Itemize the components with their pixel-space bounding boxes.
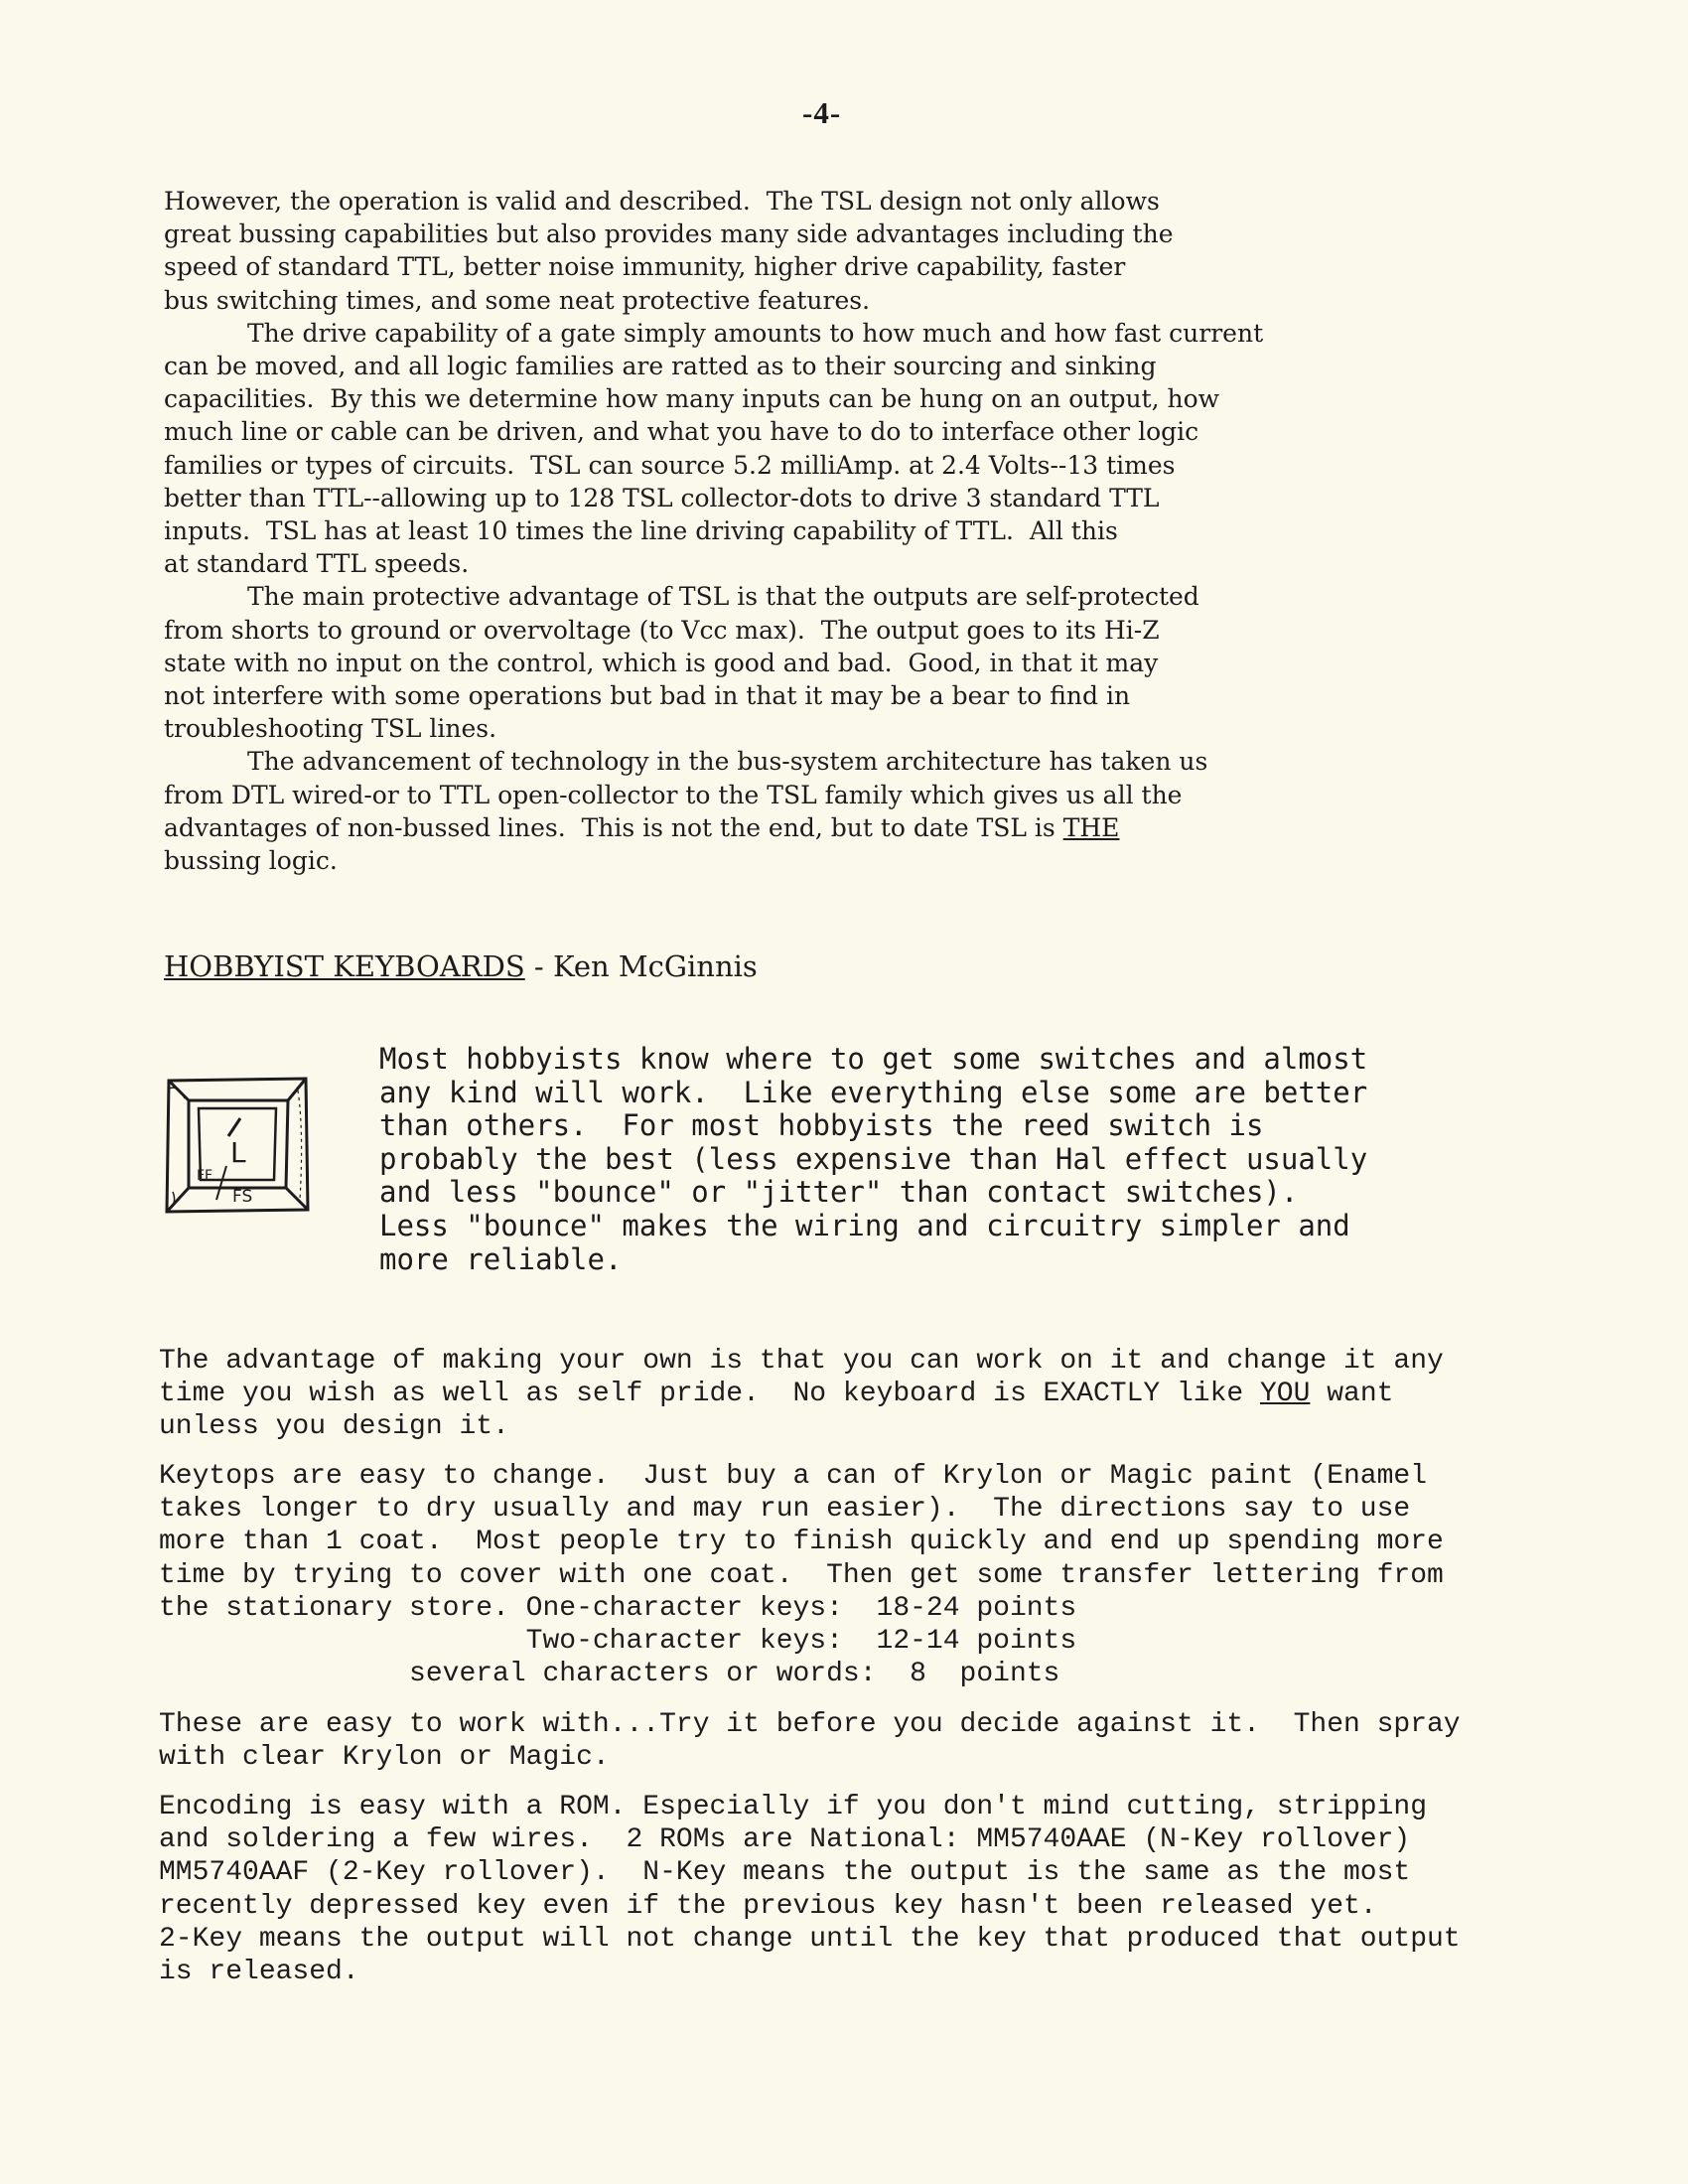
text-line: inputs. TSL has at least 10 times the line driving capability of TTL. All this <box>164 516 1118 546</box>
text-line: can be moved, and all logic families are ratted as to their sourcing and sinking <box>164 352 1157 380</box>
text-line: time by trying to cover with one coat. Then get some transfer lettering from <box>159 1559 1444 1591</box>
text-line: However, the operation is valid and described. The TSL design not only allows <box>164 187 1160 216</box>
keycap-sketch-icon <box>159 1071 318 1220</box>
text-line: families or types of circuits. TSL can source 5.2 milliAmp. at 2.4 Volts--13 times <box>164 450 1176 480</box>
text-line: much line or cable can be driven, and what you have to do to interface other logic <box>164 417 1199 447</box>
text-line: bussing logic. <box>164 846 338 875</box>
tsl-paragraph-2 <box>164 317 1554 581</box>
text-line: is released. <box>159 1957 359 1988</box>
text-line: Two-character keys: 12-14 points <box>159 1626 1077 1658</box>
text-line: MM5740AAF (2-Key rollover). N-Key means the output is the same as the most <box>159 1857 1411 1889</box>
advantage-paragraph <box>159 1345 1589 1444</box>
text-line: troubleshooting TSL lines. <box>164 714 497 744</box>
text-line: capacilities. By this we determine how many inputs can be hung on an output, how <box>164 384 1220 414</box>
text-line: 2-Key means the output will not change until the key that produced that output <box>159 1923 1461 1955</box>
text-line: The advantage of making your own is that you can work on it and change it any <box>159 1346 1444 1377</box>
text-line: and less "bounce" or "jitter" than contact switches). <box>379 1175 1299 1210</box>
tsl-paragraph-1 <box>164 185 1554 317</box>
text-line: not interfere with some operations but bad in that it may be a bear to find in <box>164 681 1131 710</box>
text-line: The drive capability of a gate simply amounts to how much and how fast current <box>247 318 1264 348</box>
text-line: bus switching times, and some neat protective features. <box>164 285 871 315</box>
text-line: Keytops are easy to change. Just buy a can of Krylon or Magic paint (Enamel <box>159 1461 1428 1492</box>
text-line: great bussing capabilities but also provides many side advantages including the <box>164 219 1174 249</box>
text-line: unless you design it. <box>159 1411 509 1443</box>
text-line: than others. For most hobbyists the reed switch is <box>379 1108 1264 1143</box>
text-line: takes longer to dry usually and may run easier). The directions say to use <box>159 1494 1411 1526</box>
text-line: any kind will work. Like everything else some are better <box>379 1075 1368 1109</box>
text-line: from DTL wired-or to TTL open-collector to the TSL family which gives us all the <box>164 780 1183 809</box>
text-line: better than TTL--allowing up to 128 TSL collector-dots to drive 3 standard TTL <box>164 483 1160 512</box>
author-name: Ken McGinnis <box>552 949 758 983</box>
text-line: the stationary store. One-character keys: 18-24 points <box>159 1592 1077 1624</box>
easy-paragraph <box>159 1708 1589 1774</box>
text-line: speed of standard TTL, better noise immunity, higher drive capability, faster <box>164 252 1126 282</box>
text-segment: want <box>1310 1379 1394 1410</box>
text-line <box>164 811 1554 844</box>
section-title: HOBBYIST KEYBOARDS <box>164 949 525 983</box>
text-line: at standard TTL speeds. <box>164 549 470 579</box>
text-segment: time you wish as well as self pride. No keyboard is EXACTLY like <box>159 1379 1260 1410</box>
page-number: -4- <box>802 95 842 130</box>
tsl-paragraph-3 <box>164 580 1554 745</box>
section-heading <box>164 949 758 983</box>
text-line: The main protective advantage of TSL is that the outputs are self-protected <box>247 582 1199 612</box>
text-line: Less "bounce" makes the wiring and circuitry simpler and <box>379 1208 1350 1242</box>
emphasis-you: YOU <box>1259 1379 1311 1410</box>
text-line: These are easy to work with...Try it before you decide against it. Then spray <box>159 1709 1461 1740</box>
tsl-paragraph-4 <box>164 745 1554 877</box>
text-line: and soldering a few wires. 2 ROMs are National: MM5740AAE (N-Key rollover) <box>159 1824 1411 1856</box>
text-segment: advantages of non-bussed lines. This is not the end, but to date TSL is <box>164 812 1063 842</box>
encoding-paragraph <box>159 1791 1589 1988</box>
text-line: more than 1 coat. Most people try to finish quickly and end up spending more <box>159 1527 1444 1558</box>
keycap-sub-label-right: FS <box>232 1187 253 1207</box>
text-line: more reliable. <box>379 1241 623 1276</box>
heading-separator: - <box>524 949 553 983</box>
text-line: recently depressed key even if the previous key hasn't been released yet. <box>159 1890 1377 1922</box>
keycap-main-label: L <box>230 1136 246 1169</box>
text-line <box>159 1378 1589 1410</box>
text-line: several characters or words: 8 points <box>159 1659 1060 1690</box>
text-line: with clear Krylon or Magic. <box>159 1742 610 1774</box>
emphasis-the: THE <box>1062 812 1120 842</box>
text-line: Most hobbyists know where to get some switches and almost <box>379 1042 1368 1076</box>
text-line: from shorts to ground or overvoltage (to Vcc max). The output goes to its Hi-Z <box>164 615 1160 645</box>
text-line: Encoding is easy with a ROM. Especially if you don't mind cutting, stripping <box>159 1792 1428 1822</box>
text-line: probably the best (less expensive than Hal effect usually <box>379 1141 1368 1176</box>
keyboard-intro-paragraph <box>379 1043 1601 1276</box>
keytops-paragraph <box>159 1460 1589 1690</box>
text-line: state with no input on the control, which is good and bad. Good, in that it may <box>164 648 1159 677</box>
keycap-sub-label-left: FF <box>197 1168 213 1184</box>
text-line: The advancement of technology in the bus-system architecture has taken us <box>247 747 1208 777</box>
